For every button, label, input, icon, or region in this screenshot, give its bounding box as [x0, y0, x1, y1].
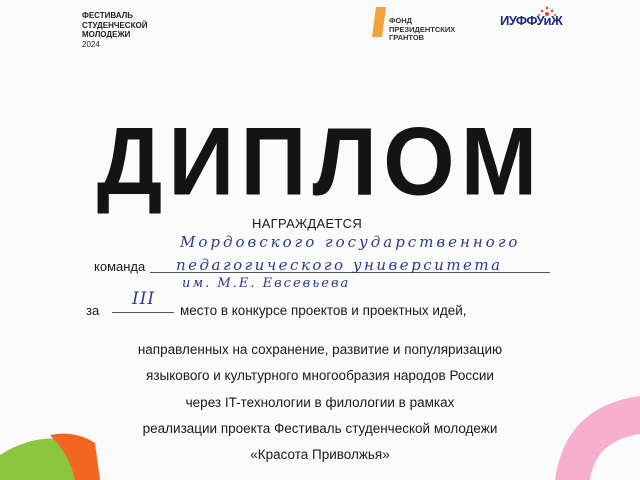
- place-underline: [112, 312, 174, 313]
- awarded-heading: НАГРАЖДАЕТСЯ: [252, 216, 363, 231]
- festival-logo-line-3: МОЛОДЕЖИ: [82, 30, 131, 39]
- handwritten-place: III: [132, 289, 156, 309]
- institute-logo-text: ИУФФУиЖ: [500, 13, 563, 28]
- decor-right-shape: [555, 396, 640, 480]
- place-prefix: за: [86, 303, 100, 318]
- festival-logo-line-2: СТУДЕНЧЕСКОЙ: [82, 20, 148, 30]
- institute-logo: [500, 6, 563, 36]
- team-label: команда: [94, 259, 146, 274]
- festival-logo-line-1: ФЕСТИВАЛЬ: [82, 11, 133, 20]
- body-line-1: направленных на сохранение, развитие и популяризацию: [137, 342, 503, 357]
- body-line-2: языкового и культурного многообразия народов России: [146, 368, 494, 383]
- place-description: место в конкурсе проектов и проектных идей,: [180, 303, 467, 318]
- body-line-5: «Красота Приволжья»: [250, 447, 390, 462]
- handwritten-team-line-3: им. М.Е. Евсевьева: [182, 276, 351, 291]
- presidential-grants-logo: [372, 5, 492, 42]
- body-line-3: через IT-технологии в филологии в рамках: [185, 395, 455, 410]
- body-line-4: реализации проекта Фестиваль студенческой молодежи: [142, 421, 498, 436]
- festival-logo-year: 2024: [82, 39, 100, 49]
- fpg-line-1: ФОНД: [389, 16, 412, 25]
- handwritten-team-line-2: педагогического университета: [176, 256, 503, 274]
- festival-logo: [82, 11, 147, 49]
- presidential-grants-mark-icon: [372, 7, 386, 37]
- fpg-line-2: ПРЕЗИДЕНТСКИХ: [389, 24, 456, 34]
- diploma-title: ДИПЛОМ: [96, 108, 544, 216]
- handwritten-team-line-1: Мордовского государственного: [180, 233, 521, 251]
- decor-left-shape: [0, 425, 100, 480]
- fpg-line-3: ГРАНТОВ: [389, 33, 425, 42]
